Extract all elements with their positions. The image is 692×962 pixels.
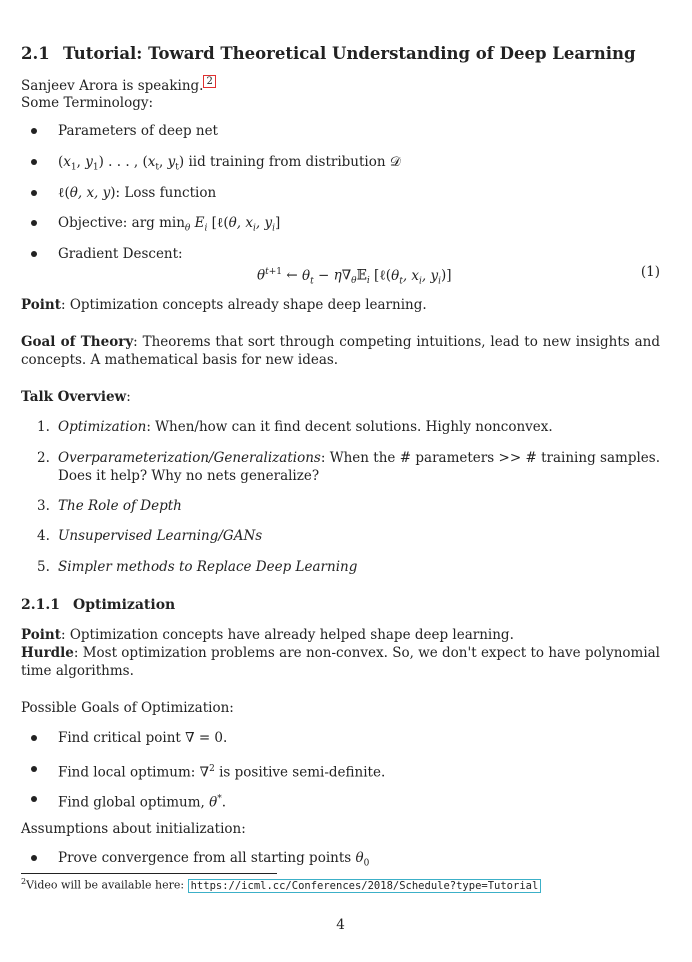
footnote-rule — [21, 873, 277, 874]
overview-item-title: Unsupervised Learning/GANs — [58, 528, 263, 544]
subsection-heading — [21, 597, 175, 613]
point-label: Point — [21, 627, 61, 643]
point-text: : Optimization concepts already shape deep learning. — [60, 297, 427, 313]
overview-item-title: Simpler methods to Replace Deep Learning — [58, 559, 358, 575]
point-paragraph — [21, 296, 427, 314]
goal-paragraph — [21, 333, 660, 369]
point-label: Point — [21, 297, 61, 313]
footnote-url-link[interactable]: https://icml.cc/Conferences/2018/Schedule?type=Tutorial — [188, 879, 542, 893]
goals-heading: Possible Goals of Optimization: — [21, 700, 234, 716]
term-gradient-descent: Gradient Descent: — [58, 246, 183, 262]
term-loss: ℓ(θ, x, y): Loss function — [58, 185, 217, 201]
term-objective: Objective: arg $\min_\theta E_i$ [ℓ(θ, $x_i$, $y_i$] — [58, 215, 281, 234]
goal-label: Goal of Theory — [21, 334, 134, 350]
footnote: $^2$Video will be available here: https://icml.cc/Conferences/2018/Schedule?type=Tutorial — [21, 877, 541, 892]
section-title: Tutorial: Toward Theoretical Understanding of Deep Learning — [63, 44, 636, 63]
equation-number: (1) — [640, 264, 660, 280]
overview-item-title: Optimization — [58, 419, 147, 435]
paper-page: 2.1 Tutorial: Toward Theoretical Understanding of Deep Learning Sanjeev Arora is speaking. 2 Some Terminology: Parameters of deep net ($x_1$, $y_1$) . . . , ($x_t$, $y_t$) iid training from distribution 𝒟 ℓ(θ, x, y): Loss function Objective: arg $\min_\theta E_i$ [ℓ(θ, $x_i$, $y_i$] Gradient Descent: $\theta^{t+1}$ ← $\theta_t$ − $\eta\nabla_\theta 𝔼_i$ [$\ell(\theta_t$, $x_i$, $y_i$)] (1) Point: Optimization concepts already shape deep learning. Goal of Theory: Theorems that sort through competing intuitions, lead to new insights and concepts. A mathematical basis for new ideas. Talk Overview: 1. Optimization: When/how can it find decent solutions. Highly nonconvex. 2. Overparameterization/Generalizations: When the # parameters >> # training samples. Does it help? Why no nets generalize? 3. The Role of Depth 4. Unsupervised Learning/GANs 5. Simpler methods to Replace Deep Learning 2.1.1 Optimization Point: Optimization concepts have already helped shape deep learning. Hurdle: Most optimization problems are non-convex. So, we don't expect to have polynomial time algorithms. Possible Goals of Optimization: Find critical point ∇ = 0. Find local optimum: ∇$^2$ is positive semi-definite. Find global optimum, θ*. Assumptions about initialization: Prove convergence from all starting points $\theta_0$ $^2$Video will be available here: https://icml.cc/Conferences/2018/Schedule?type=Tutorial 4 — [21, 44, 660, 933]
goal-text: : Theorems that sort through competing intuitions, lead to new insights and concepts. A mathematical basis for new ideas. — [21, 334, 660, 368]
subsection-number: 2.1.1 — [21, 597, 60, 613]
term-params: Parameters of deep net — [58, 123, 218, 139]
section-number: 2.1 — [21, 44, 50, 63]
point-text: : Optimization concepts have already helped shape deep learning. — [60, 627, 514, 643]
footnote-reference[interactable]: 2 — [203, 75, 215, 88]
page-number: 4 — [336, 917, 345, 933]
speaker-line — [21, 75, 216, 95]
talk-overview-heading: Talk Overview: — [21, 389, 131, 405]
section-heading — [21, 44, 636, 63]
assumptions-heading: Assumptions about initialization: — [21, 821, 246, 837]
hurdle-paragraph — [21, 644, 660, 680]
subsection-title: Optimization — [73, 597, 176, 613]
goals-list: Find critical point ∇ = 0. Find local optimum: ∇$^2$ is positive semi-definite. Find global optimum, θ*. — [21, 729, 660, 809]
overview-item-title: Overparameterization/Generalizations — [58, 450, 321, 466]
gradient-descent-equation: $\theta^{t+1}$ ← $\theta_t$ − $\eta\nabla_\theta 𝔼_i$ [$\ell(\theta_t$, $x_i$, $y_i$)] — [257, 267, 452, 287]
terminology-list — [21, 122, 660, 297]
overview-item-title: The Role of Depth — [58, 498, 182, 514]
hurdle-text: : Most optimization problems are non-convex. So, we don't expect to have polynomial time algorithms. — [21, 645, 660, 679]
hurdle-label: Hurdle — [21, 645, 74, 661]
term-training: ($x_1$, $y_1$) . . . , ($x_t$, $y_t$) iid training from distribution 𝒟 — [58, 154, 401, 173]
speaker-text: Sanjeev Arora is speaking. — [21, 78, 204, 94]
point-paragraph — [21, 626, 514, 644]
talk-overview-list: 1. Optimization: When/how can it find decent solutions. Highly nonconvex. 2. Overparameterization/Generalizations: When the # parameters >> # training samples. Does it help? Why no nets generalize? 3. The Role of Depth 4. Unsupervised Learning/GANs 5. Simpler methods to Replace Deep Learning — [37, 419, 660, 575]
terminology-heading: Some Terminology: — [21, 95, 154, 111]
